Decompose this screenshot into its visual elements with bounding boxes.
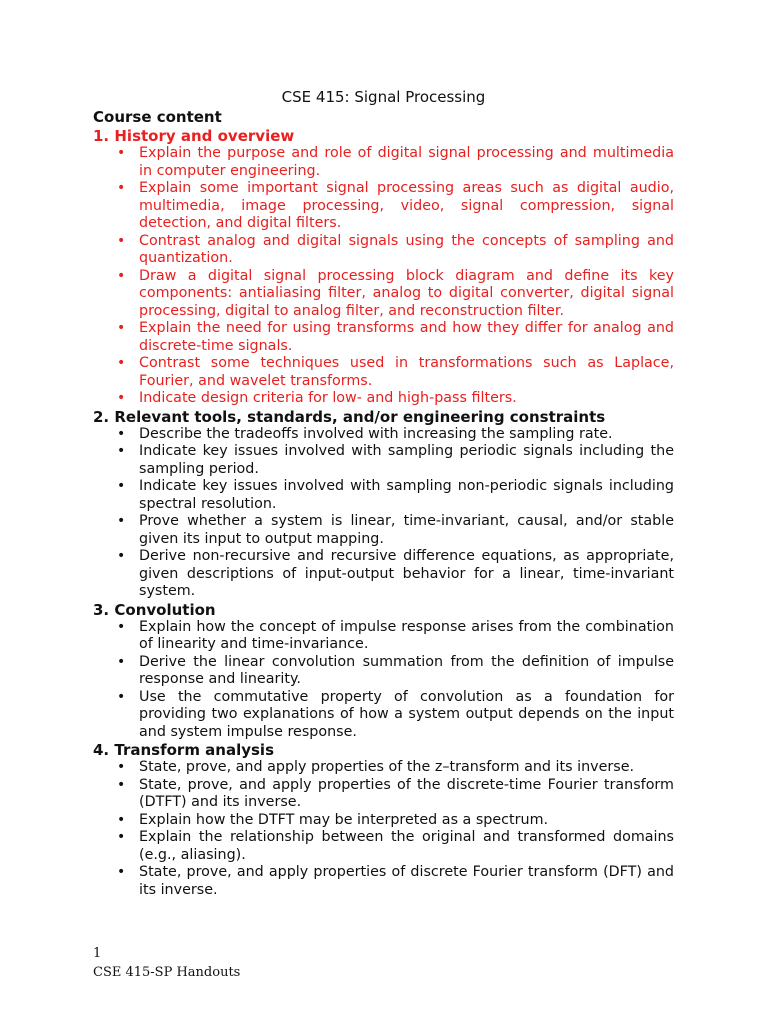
page-number: 1 [93, 946, 102, 961]
list-item [93, 443, 674, 478]
section-1 [93, 127, 674, 408]
bullet-text: Explain how the DTFT may be interpreted as a spectrum. [139, 811, 549, 828]
page-footer [93, 944, 240, 982]
section-heading-text: Relevant tools, standards, and/or engineering constraints [114, 407, 606, 426]
bullet-text: State, prove, and apply properties of the discrete-time Fourier transform (DTFT) and its inverse. [139, 776, 674, 810]
bullet-dot-icon: • [117, 513, 126, 529]
section-heading-text: History and overview [114, 127, 295, 145]
sections-list [93, 127, 674, 899]
list-item [93, 145, 674, 180]
bullet-text: Indicate design criteria for low- and high-pass filters. [139, 390, 517, 406]
bullet-text: Explain the need for using transforms and how they differ for analog and discrete-time signals. [139, 320, 674, 354]
bullet-text: State, prove, and apply properties of discrete Fourier transform (DFT) and its inverse. [139, 864, 674, 898]
list-item [93, 689, 674, 742]
bullet-dot-icon: • [117, 829, 126, 845]
bullet-dot-icon: • [117, 443, 126, 459]
section-4 [93, 741, 674, 899]
section-heading [93, 408, 674, 426]
bullet-dot-icon: • [117, 267, 126, 284]
bullet-dot-icon: • [117, 864, 126, 880]
list-item [93, 759, 674, 777]
list-item [93, 478, 674, 513]
bullet-text: Explain the purpose and role of digital signal processing and multimedia in computer engineering. [139, 145, 674, 179]
bullet-dot-icon: • [117, 320, 126, 336]
bullet-dot-icon: • [117, 145, 126, 161]
bullet-dot-icon: • [117, 180, 126, 196]
bullet-text: Indicate key issues involved with sampling non-periodic signals including spectral resolution. [139, 478, 674, 512]
list-item [93, 548, 674, 601]
list-item [93, 320, 674, 355]
list-item [93, 864, 674, 899]
bullet-text: Draw a digital signal processing block diagram and define its key components: antialiasing filter, analog to digital converter, digital signal processing, digital to analog filter, and reconstruction filter. [139, 267, 674, 319]
bullet-text: Derive the linear convolution summation from the definition of impulse response and linearity. [139, 653, 674, 687]
list-item [93, 268, 674, 321]
bullet-dot-icon: • [117, 759, 126, 775]
list-item [93, 390, 674, 408]
list-item [93, 812, 674, 830]
bullet-text: Indicate key issues involved with sampling periodic signals including the sampling period. [139, 443, 674, 477]
bullet-dot-icon: • [117, 390, 126, 406]
bullet-dot-icon: • [117, 232, 126, 249]
section-heading [93, 127, 674, 145]
section-2 [93, 408, 674, 601]
list-item [93, 233, 674, 268]
list-item [93, 180, 674, 233]
list-item [93, 355, 674, 390]
bullet-dot-icon: • [117, 776, 126, 793]
section-number: 4. [93, 741, 110, 759]
section-heading [93, 741, 674, 759]
bullet-text: Use the commutative property of convolution as a foundation for providing two explanations of how a system output depends on the input and system impulse response. [139, 688, 674, 740]
bullet-list [93, 426, 674, 601]
bullet-text: Prove whether a system is linear, time-invariant, causal, and/or stable given its input to output mapping. [139, 513, 674, 547]
section-number: 1. [93, 127, 110, 145]
section-heading-text: Convolution [114, 600, 216, 619]
bullet-text: Explain the relationship between the original and transformed domains (e.g., aliasing). [139, 829, 674, 863]
list-item [93, 654, 674, 689]
bullet-text: Describe the tradeoffs involved with increasing the sampling rate. [139, 425, 613, 442]
bullet-text: Contrast some techniques used in transformations such as Laplace, Fourier, and wavelet transforms. [139, 355, 674, 389]
list-item [93, 777, 674, 812]
bullet-dot-icon: • [117, 653, 126, 670]
page-title: CSE 415: Signal Processing [281, 88, 486, 106]
bullet-dot-icon: • [117, 811, 126, 828]
bullet-list [93, 759, 674, 899]
bullet-dot-icon: • [117, 688, 126, 705]
bullet-text: Explain how the concept of impulse response arises from the combination of linearity and time-invariance. [139, 618, 674, 652]
bullet-dot-icon: • [117, 355, 126, 371]
section-number: 2. [93, 407, 110, 426]
document-content [93, 87, 674, 899]
bullet-dot-icon: • [117, 478, 126, 494]
list-item [93, 829, 674, 864]
bullet-list [93, 619, 674, 742]
course-content-heading: Course content [93, 108, 222, 126]
list-item [93, 426, 674, 444]
bullet-text: State, prove, and apply properties of the z–transform and its inverse. [139, 759, 635, 775]
bullet-dot-icon: • [117, 425, 126, 442]
bullet-text: Contrast analog and digital signals using the concepts of sampling and quantization. [139, 232, 674, 266]
section-heading-text: Transform analysis [114, 741, 275, 759]
bullet-text: Explain some important signal processing areas such as digital audio, multimedia, image processing, video, signal compression, signal detection, and digital filters. [139, 180, 674, 231]
section-heading [93, 601, 674, 619]
section-number: 3. [93, 600, 110, 619]
bullet-list [93, 145, 674, 408]
list-item [93, 513, 674, 548]
bullet-dot-icon: • [117, 548, 126, 564]
section-3 [93, 601, 674, 742]
bullet-text: Derive non-recursive and recursive difference equations, as appropriate, given descriptions of input-output behavior for a linear, time-invariant system. [139, 548, 674, 599]
bullet-dot-icon: • [117, 618, 126, 635]
list-item [93, 619, 674, 654]
footer-label: CSE 415-SP Handouts [93, 965, 241, 980]
